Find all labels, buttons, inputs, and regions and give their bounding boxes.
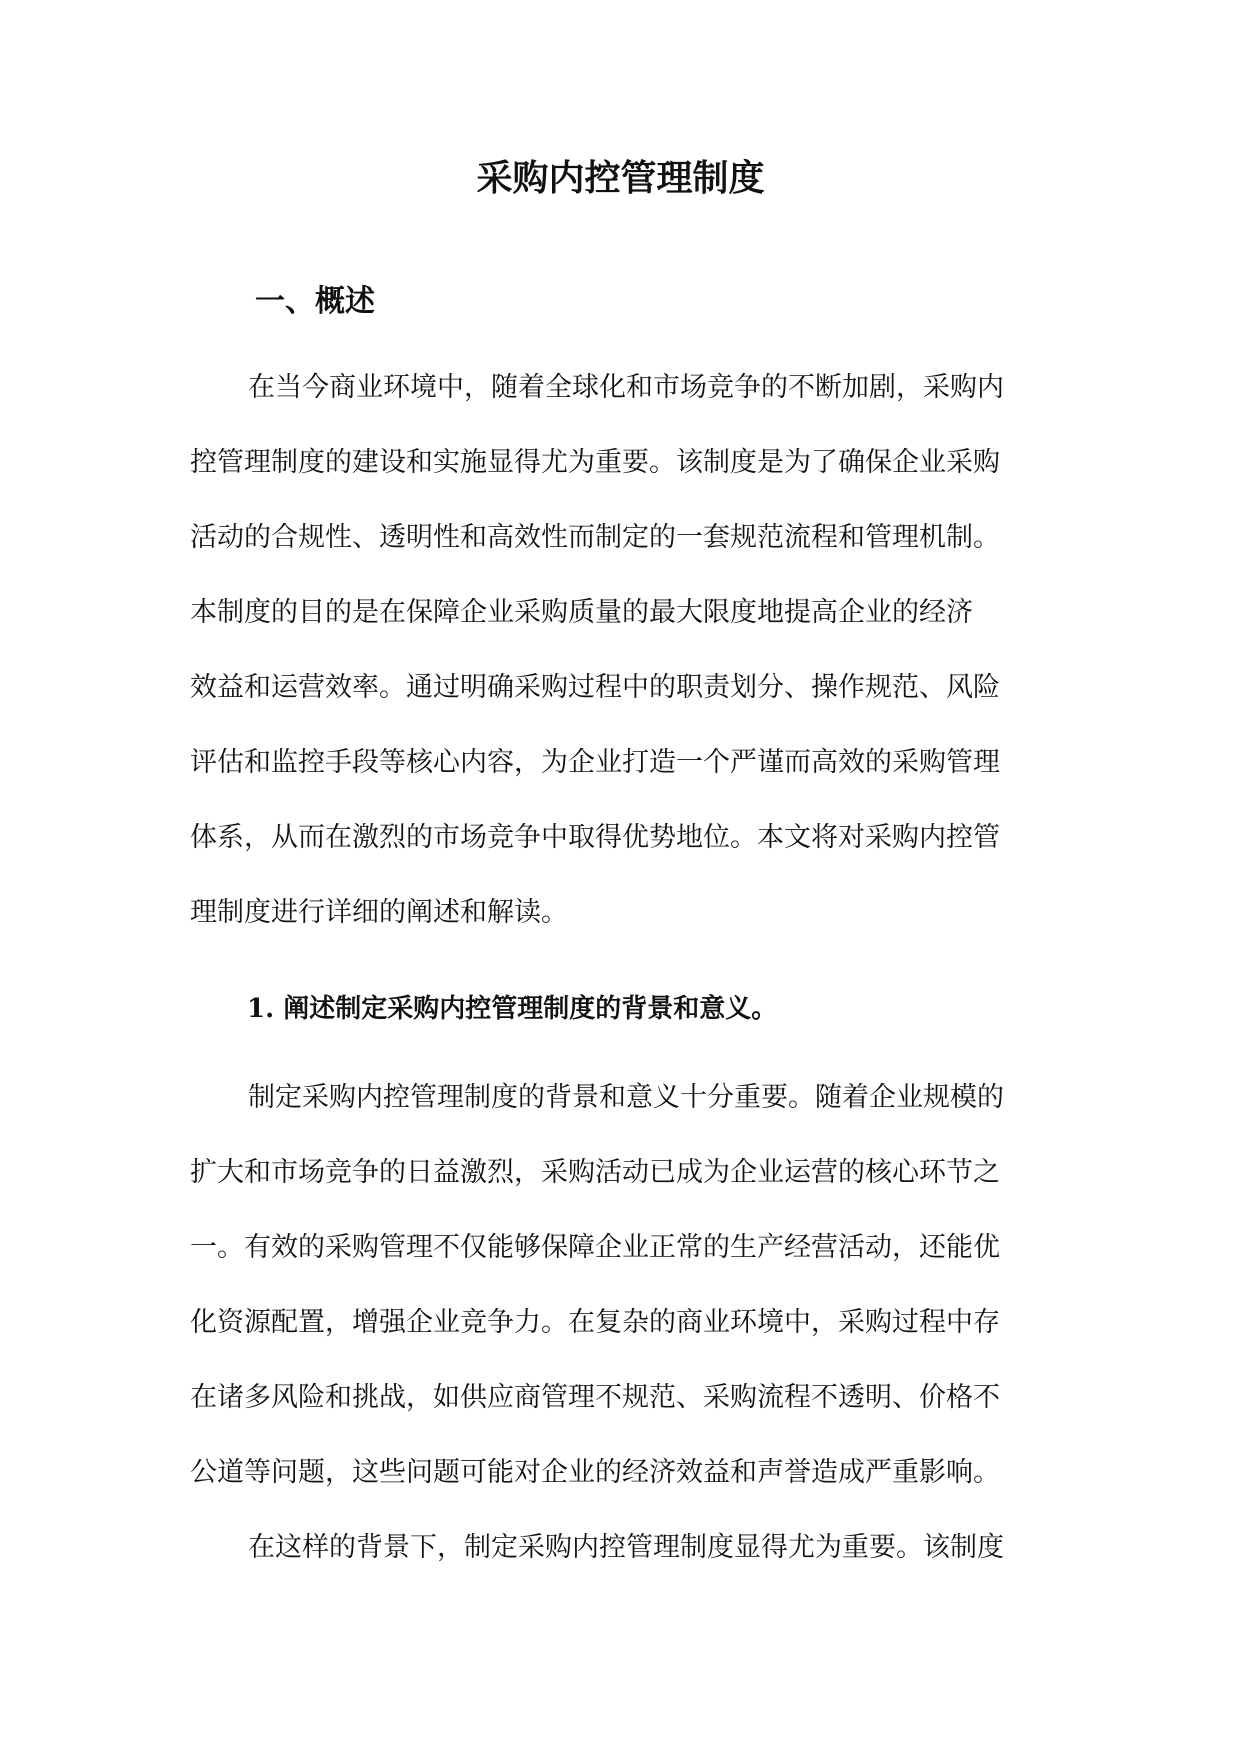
- paragraph-line: 评估和监控手段等核心内容，为企业打造一个严谨而高效的采购管理: [190, 747, 1000, 778]
- paragraph-context: [190, 1510, 1060, 1585]
- paragraph-line: 效益和运营效率。通过明确采购过程中的职责划分、操作规范、风险: [190, 672, 1000, 703]
- subheading-background: 1. 阐述制定采购内控管理制度的背景和意义。: [247, 994, 778, 1024]
- paragraph-line: 公道等问题，这些问题可能对企业的经济效益和声誉造成严重影响。: [190, 1457, 1000, 1488]
- paragraph-line: 在当今商业环境中，随着全球化和市场竞争的不断加剧，采购内: [248, 372, 1004, 403]
- paragraph-line: 在诸多风险和挑战，如供应商管理不规范、采购流程不透明、价格不: [190, 1382, 1000, 1413]
- paragraph-line: 活动的合规性、透明性和高效性而制定的一套规范流程和管理机制。: [190, 522, 1000, 553]
- paragraph-background: [190, 1060, 1060, 1510]
- paragraph-line: 一。有效的采购管理不仅能够保障企业正常的生产经营活动，还能优: [190, 1232, 1000, 1263]
- paragraph-line: 扩大和市场竞争的日益激烈，采购活动已成为企业运营的核心环节之: [190, 1157, 1000, 1188]
- paragraph-line: 控管理制度的建设和实施显得尤为重要。该制度是为了确保企业采购: [190, 447, 1000, 478]
- paragraph-line: 化资源配置，增强企业竞争力。在复杂的商业环境中，采购过程中存: [190, 1307, 1000, 1338]
- paragraph-line: 体系，从而在激烈的市场竞争中取得优势地位。本文将对采购内控管: [190, 822, 1000, 853]
- paragraph-line: 理制度进行详细的阐述和解读。: [190, 897, 568, 928]
- document-title: 采购内控管理制度: [476, 157, 765, 199]
- paragraph-line: 本制度的目的是在保障企业采购质量的最大限度地提高企业的经济: [190, 597, 973, 628]
- paragraph-line: 在这样的背景下，制定采购内控管理制度显得尤为重要。该制度: [248, 1532, 1004, 1563]
- section-heading-overview: 一、概述: [255, 284, 375, 319]
- paragraph-overview: [190, 350, 1060, 950]
- paragraph-line: 制定采购内控管理制度的背景和意义十分重要。随着企业规模的: [248, 1082, 1004, 1113]
